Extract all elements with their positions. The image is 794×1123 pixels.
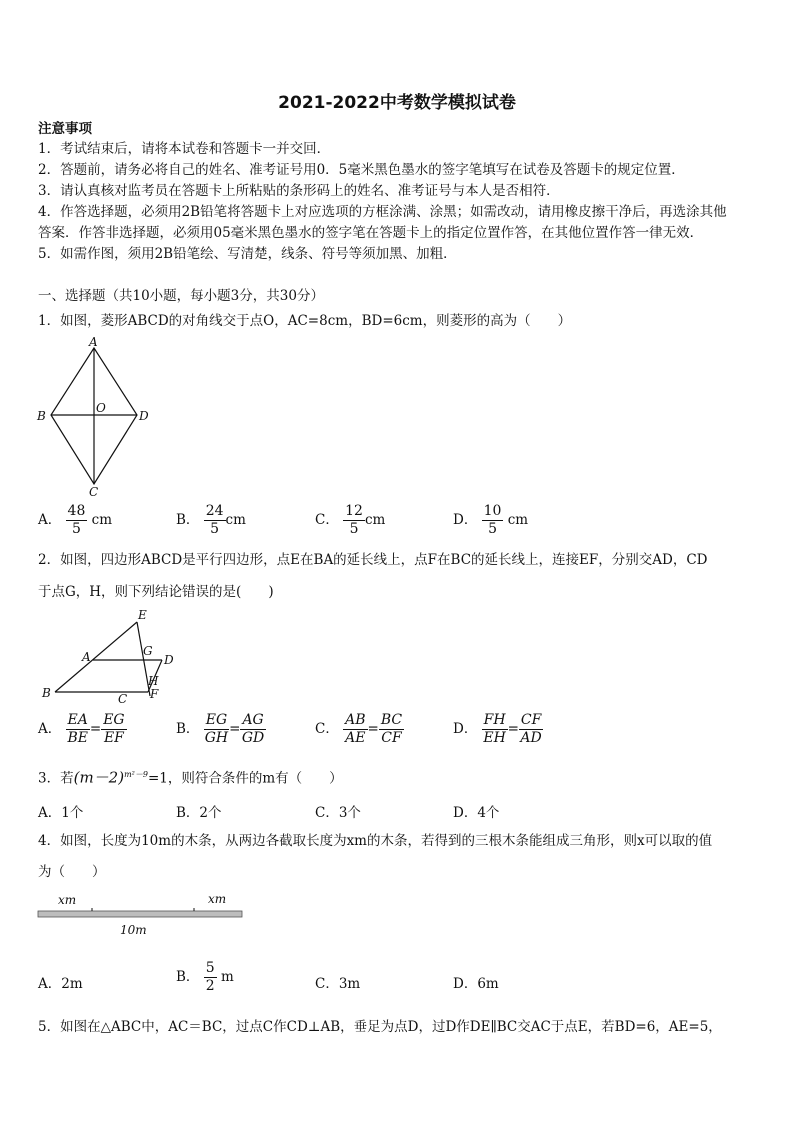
question-4-stem: 4．如图，长度为10m的木条，从两边各截取长度为xm的木条，若得到的三根木条能组成三角形，则x可以取的值 bbox=[38, 833, 713, 849]
q4-option-a[interactable]: A．2m bbox=[38, 976, 83, 992]
question-2-stem: 2．如图，四边形ABCD是平行四边形，点E在BA的延长线上，点F在BC的延长线上，连接EF，分别交AD，CD bbox=[38, 552, 708, 568]
q1-option-b[interactable] bbox=[176, 503, 246, 538]
question-5-stem: 5．如图在△ABC中，AC＝BC，过点C作CD⊥AB，垂足为点D，过D作DE∥BC交AC于点E，若BD=6，AE=5， bbox=[38, 1019, 722, 1035]
fraction: $\frac{FH}{EH}$ bbox=[483, 712, 506, 746]
q2-option-d[interactable] bbox=[453, 712, 543, 747]
label-b: B bbox=[37, 409, 46, 423]
q3-option-b[interactable]: B．2个 bbox=[176, 805, 222, 821]
option-label: D． bbox=[453, 721, 478, 737]
fraction: $\frac{12}{5}$ bbox=[345, 503, 363, 537]
q3-option-d[interactable]: D．4个 bbox=[453, 805, 500, 821]
label-c: C bbox=[89, 485, 99, 498]
equals: = bbox=[89, 721, 102, 737]
equals: = bbox=[229, 721, 241, 737]
q1-option-c[interactable] bbox=[315, 503, 385, 538]
q2-option-a[interactable] bbox=[38, 712, 127, 747]
q1-option-d[interactable] bbox=[453, 503, 528, 538]
notice-item: 答案．作答非选择题，必须用05毫米黑色墨水的签字笔在答题卡上的指定位置作答，在其他位置作答一律无效． bbox=[38, 225, 704, 241]
label-h: H bbox=[148, 674, 159, 688]
notice-item: 2．答题前，请务必将自己的姓名、准考证号用0．5毫米黑色墨水的签字笔填写在试卷及答题卡的规定位置． bbox=[38, 162, 685, 178]
label-b: B bbox=[42, 686, 51, 700]
q4-option-b[interactable] bbox=[176, 960, 234, 995]
section-heading: 一、选择题（共10小题，每小题3分，共30分） bbox=[38, 288, 324, 304]
label-e: E bbox=[138, 608, 147, 622]
fraction: $\frac{BC}{CF}$ bbox=[380, 712, 403, 746]
label-right-x: xm bbox=[208, 892, 227, 906]
equals: = bbox=[507, 721, 519, 737]
label-f: F bbox=[150, 687, 159, 701]
q3-exponent: m²－9 bbox=[124, 770, 148, 779]
option-label: C． bbox=[315, 512, 339, 528]
q2-option-b[interactable] bbox=[176, 712, 266, 747]
q2-option-c[interactable] bbox=[315, 712, 404, 747]
label-g: G bbox=[143, 644, 153, 658]
fraction: $\frac{EG}{GH}$ bbox=[204, 712, 229, 746]
label-d: D bbox=[164, 653, 174, 667]
label-c: C bbox=[118, 692, 128, 706]
label-a: A bbox=[89, 336, 98, 349]
fraction: $\frac{EG}{EF}$ bbox=[103, 712, 125, 746]
notice-item: 1．考试结束后，请将本试卷和答题卡一并交回． bbox=[38, 141, 331, 157]
label-left-x: xm bbox=[58, 893, 77, 907]
exam-title: 2021-2022中考数学模拟试卷 bbox=[278, 93, 516, 113]
unit: m bbox=[220, 969, 234, 985]
option-label: D． bbox=[453, 512, 478, 528]
label-a: A bbox=[82, 650, 91, 664]
question-2-stem-cont: 于点G，H，则下列结论错误的是( ) bbox=[38, 584, 274, 600]
fraction: $\frac{10}{5}$ bbox=[483, 503, 502, 537]
q4-option-c[interactable]: C．3m bbox=[315, 976, 361, 992]
fraction: $\frac{5}{2}$ bbox=[205, 960, 215, 994]
q3-prefix: 3．若 bbox=[38, 770, 74, 787]
notice-item: 5．如需作图，须用2B铅笔绘、写清楚，线条、符号等须加黑、加粗． bbox=[38, 246, 457, 262]
question-3-stem bbox=[38, 766, 343, 788]
q3-base: (m－2) bbox=[73, 768, 125, 787]
unit: cm bbox=[364, 512, 386, 528]
notice-item: 4．作答选择题，必须用2B铅笔将答题卡上对应选项的方框涂满、涂黑；如需改动，请用橡皮擦干净后，再选涂其他 bbox=[38, 204, 727, 220]
option-label: B． bbox=[176, 721, 200, 737]
stick-figure bbox=[36, 890, 248, 938]
unit: cm bbox=[91, 512, 113, 528]
option-label: B． bbox=[176, 969, 200, 985]
unit: cm bbox=[225, 512, 246, 528]
rhombus-figure bbox=[32, 336, 162, 498]
option-label: A． bbox=[38, 721, 62, 737]
option-label: B． bbox=[176, 512, 200, 528]
option-label: C． bbox=[315, 721, 339, 737]
parallelogram-figure bbox=[38, 606, 188, 706]
question-4-stem-cont: 为（ ） bbox=[38, 864, 106, 880]
unit: cm bbox=[507, 512, 529, 528]
equals: = bbox=[367, 721, 379, 737]
question-1-stem: 1．如图，菱形ABCD的对角线交于点O，AC=8cm，BD=6cm，则菱形的高为（ ） bbox=[38, 313, 572, 329]
option-label: A． bbox=[38, 512, 62, 528]
q1-option-a[interactable] bbox=[38, 503, 112, 538]
fraction: $\frac{CF}{AD}$ bbox=[520, 712, 542, 746]
q3-suffix: =1，则符合条件的m有（ ） bbox=[147, 770, 343, 787]
label-o: O bbox=[96, 401, 106, 415]
q3-option-a[interactable]: A．1个 bbox=[38, 805, 84, 821]
label-d: D bbox=[139, 409, 149, 423]
fraction: $\frac{24}{5}$ bbox=[205, 503, 224, 537]
q4-option-d[interactable]: D．6m bbox=[453, 976, 499, 992]
q3-option-c[interactable]: C．3个 bbox=[315, 805, 361, 821]
fraction: $\frac{EA}{BE}$ bbox=[67, 712, 88, 746]
fraction: $\frac{48}{5}$ bbox=[67, 503, 86, 537]
fraction: $\frac{AB}{AE}$ bbox=[345, 712, 366, 746]
fraction: $\frac{AG}{GD}$ bbox=[241, 712, 265, 746]
label-total: 10m bbox=[120, 923, 147, 937]
notice-heading: 注意事项 bbox=[38, 121, 92, 137]
notice-item: 3．请认真核对监考员在答题卡上所粘贴的条形码上的姓名、准考证号与本人是否相符． bbox=[38, 183, 560, 199]
